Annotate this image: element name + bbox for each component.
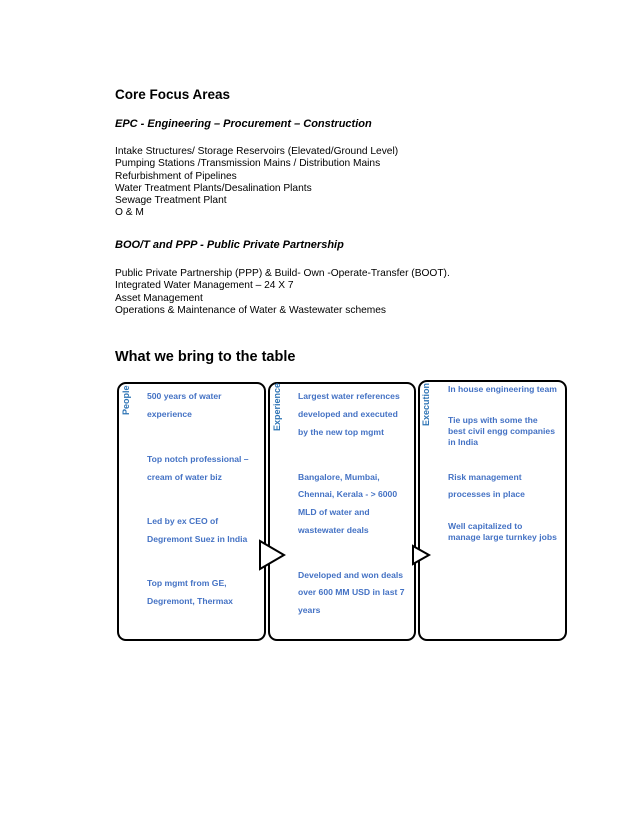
people-text: 500 years of water bbox=[147, 391, 222, 401]
epc-item: Refurbishment of Pipelines bbox=[115, 170, 237, 182]
execution-text: manage large turnkey jobs bbox=[448, 532, 557, 542]
arrow-right-icon bbox=[258, 538, 288, 572]
epc-item: Water Treatment Plants/Desalination Plants bbox=[115, 182, 312, 194]
epc-item: O & M bbox=[115, 207, 144, 219]
execution-text: In house engineering team bbox=[448, 384, 557, 394]
experience-text: MLD of water and bbox=[298, 507, 370, 517]
experience-label: Experience bbox=[272, 382, 282, 431]
execution-text: Well capitalized to bbox=[448, 521, 523, 531]
boo-heading: BOO/T and PPP - Public Private Partnership bbox=[115, 239, 344, 251]
arrow-right-icon bbox=[411, 543, 433, 567]
execution-text: Tie ups with some the bbox=[448, 415, 538, 425]
experience-text: Bangalore, Mumbai, bbox=[298, 472, 380, 482]
experience-text: Largest water references bbox=[298, 391, 400, 401]
execution-text: Risk management bbox=[448, 472, 522, 482]
epc-item: Pumping Stations /Transmission Mains / Distribution Mains bbox=[115, 158, 381, 170]
boo-item: Integrated Water Management – 24 X 7 bbox=[115, 280, 294, 292]
epc-list bbox=[115, 146, 398, 220]
people-label: People bbox=[121, 385, 131, 415]
epc-item: Intake Structures/ Storage Reservoirs (Elevated/Ground Level) bbox=[115, 146, 399, 157]
section-title-core-focus: Core Focus Areas bbox=[115, 87, 231, 102]
execution-label: Execution bbox=[421, 382, 431, 426]
execution-text: processes in place bbox=[448, 489, 525, 499]
boo-list bbox=[115, 268, 450, 317]
execution-text: in India bbox=[448, 437, 479, 447]
people-text: Top notch professional – bbox=[147, 454, 249, 464]
people-text: Degremont, Thermax bbox=[147, 596, 233, 606]
people-text: Top mgmt from GE, bbox=[147, 578, 227, 588]
experience-text: developed and executed bbox=[298, 409, 398, 419]
section-title-bring: What we bring to the table bbox=[115, 349, 296, 365]
people-text: cream of water biz bbox=[147, 472, 222, 482]
boo-item: Operations & Maintenance of Water & Wastewater schemes bbox=[115, 304, 387, 316]
experience-text: by the new top mgmt bbox=[298, 427, 384, 437]
boo-item: Asset Management bbox=[115, 292, 203, 304]
people-text: Degremont Suez in India bbox=[147, 534, 248, 544]
experience-text: over 600 MM USD in last 7 bbox=[298, 587, 405, 597]
execution-text: best civil engg companies bbox=[448, 426, 555, 436]
boo-item: Public Private Partnership (PPP) & Build- Own -Operate-Transfer (BOOT). bbox=[115, 268, 450, 279]
epc-item: Sewage Treatment Plant bbox=[115, 195, 227, 207]
epc-heading: EPC - Engineering – Procurement – Construction bbox=[115, 118, 372, 130]
people-text: experience bbox=[147, 409, 192, 419]
experience-text: Chennai, Kerala - > 6000 bbox=[298, 489, 398, 499]
experience-text: wastewater deals bbox=[298, 525, 369, 535]
experience-text: years bbox=[298, 605, 321, 615]
experience-text: Developed and won deals bbox=[298, 570, 404, 580]
people-text: Led by ex CEO of bbox=[147, 516, 219, 526]
